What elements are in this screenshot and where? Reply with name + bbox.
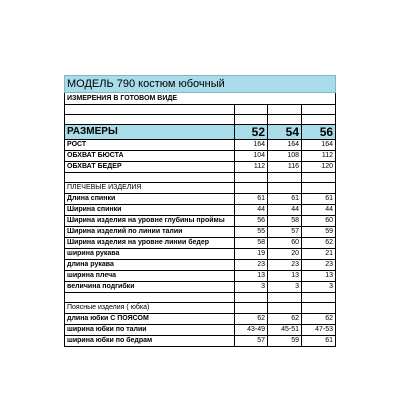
section-title: Поясные изделия ( юбка) (65, 303, 235, 314)
row-label: длина рукава (65, 260, 235, 271)
measure-row (65, 314, 336, 325)
row-label: ширина рукава (65, 249, 235, 260)
body-measure-row (65, 140, 336, 151)
value-cell: 120 (302, 162, 336, 173)
measure-row (65, 194, 336, 205)
value-cell: 164 (268, 140, 302, 151)
model-title: МОДЕЛЬ 790 костюм юбочный (65, 76, 336, 93)
value-cell: 21 (302, 249, 336, 260)
value-cell: 3 (235, 282, 268, 293)
value-cell: 23 (302, 260, 336, 271)
value-cell: 164 (235, 140, 268, 151)
measure-row (65, 282, 336, 293)
value-cell: 57 (235, 336, 268, 347)
body-measure-row (65, 151, 336, 162)
measure-row (65, 260, 336, 271)
section-header-row (65, 183, 336, 194)
value-cell: 62 (302, 314, 336, 325)
row-label: ширина юбки по бедрам (65, 336, 235, 347)
empty-row (65, 115, 336, 125)
row-label: Ширина изделия на уровне глубины проймы (65, 216, 235, 227)
measure-row (65, 205, 336, 216)
value-cell: 43-49 (235, 325, 268, 336)
value-cell: 13 (235, 271, 268, 282)
value-cell: 112 (302, 151, 336, 162)
measure-row (65, 227, 336, 238)
title-row (65, 76, 336, 93)
value-cell: 61 (268, 194, 302, 205)
value-cell: 62 (268, 314, 302, 325)
sizes-header-row (65, 125, 336, 140)
measure-row (65, 216, 336, 227)
value-cell: 61 (235, 194, 268, 205)
row-label: Длина спинки (65, 194, 235, 205)
row-label: ОБХВАТ БЕДЕР (65, 162, 235, 173)
value-cell: 62 (302, 238, 336, 249)
empty-row (65, 173, 336, 183)
value-cell: 20 (268, 249, 302, 260)
value-cell: 59 (302, 227, 336, 238)
value-cell: 62 (235, 314, 268, 325)
subtitle-row (65, 93, 336, 105)
section-header-row (65, 303, 336, 314)
value-cell: 44 (302, 205, 336, 216)
row-label: Ширина изделия на уровне линии бедер (65, 238, 235, 249)
value-cell: 104 (235, 151, 268, 162)
row-label: РОСТ (65, 140, 235, 151)
value-cell: 13 (302, 271, 336, 282)
row-label: ширина плеча (65, 271, 235, 282)
empty-row (65, 105, 336, 115)
size-header-cell: 54 (268, 125, 302, 140)
value-cell: 61 (302, 194, 336, 205)
value-cell: 47-53 (302, 325, 336, 336)
measure-row (65, 325, 336, 336)
empty-row (65, 293, 336, 303)
row-label: величина подгибки (65, 282, 235, 293)
value-cell: 55 (235, 227, 268, 238)
value-cell: 59 (268, 336, 302, 347)
value-cell: 58 (268, 216, 302, 227)
row-label: Ширина спинки (65, 205, 235, 216)
value-cell: 56 (235, 216, 268, 227)
value-cell: 108 (268, 151, 302, 162)
value-cell: 23 (235, 260, 268, 271)
size-header-cell: 56 (302, 125, 336, 140)
value-cell: 44 (235, 205, 268, 216)
section-title: ПЛЕЧЕВЫЕ ИЗДЕЛИЯ (65, 183, 235, 194)
value-cell: 19 (235, 249, 268, 260)
size-header-cell: 52 (235, 125, 268, 140)
row-label: ширина юбки по талии (65, 325, 235, 336)
value-cell: 60 (302, 216, 336, 227)
value-cell: 3 (302, 282, 336, 293)
size-chart-table (64, 75, 336, 347)
size-chart-sheet (64, 75, 335, 347)
value-cell: 23 (268, 260, 302, 271)
body-measure-row (65, 162, 336, 173)
value-cell: 116 (268, 162, 302, 173)
row-label: Ширина изделий по линии талии (65, 227, 235, 238)
measure-row (65, 249, 336, 260)
sizes-label: РАЗМЕРЫ (65, 125, 235, 140)
value-cell: 44 (268, 205, 302, 216)
value-cell: 45-51 (268, 325, 302, 336)
value-cell: 57 (268, 227, 302, 238)
value-cell: 164 (302, 140, 336, 151)
row-label: ОБХВАТ БЮСТА (65, 151, 235, 162)
measure-row (65, 336, 336, 347)
value-cell: 112 (235, 162, 268, 173)
measurements-subtitle: ИЗМЕРЕНИЯ В ГОТОВОМ ВИДЕ (65, 93, 336, 105)
row-label: длина юбки С ПОЯСОМ (65, 314, 235, 325)
measure-row (65, 238, 336, 249)
value-cell: 60 (268, 238, 302, 249)
value-cell: 61 (302, 336, 336, 347)
measure-row (65, 271, 336, 282)
value-cell: 58 (235, 238, 268, 249)
value-cell: 3 (268, 282, 302, 293)
value-cell: 13 (268, 271, 302, 282)
